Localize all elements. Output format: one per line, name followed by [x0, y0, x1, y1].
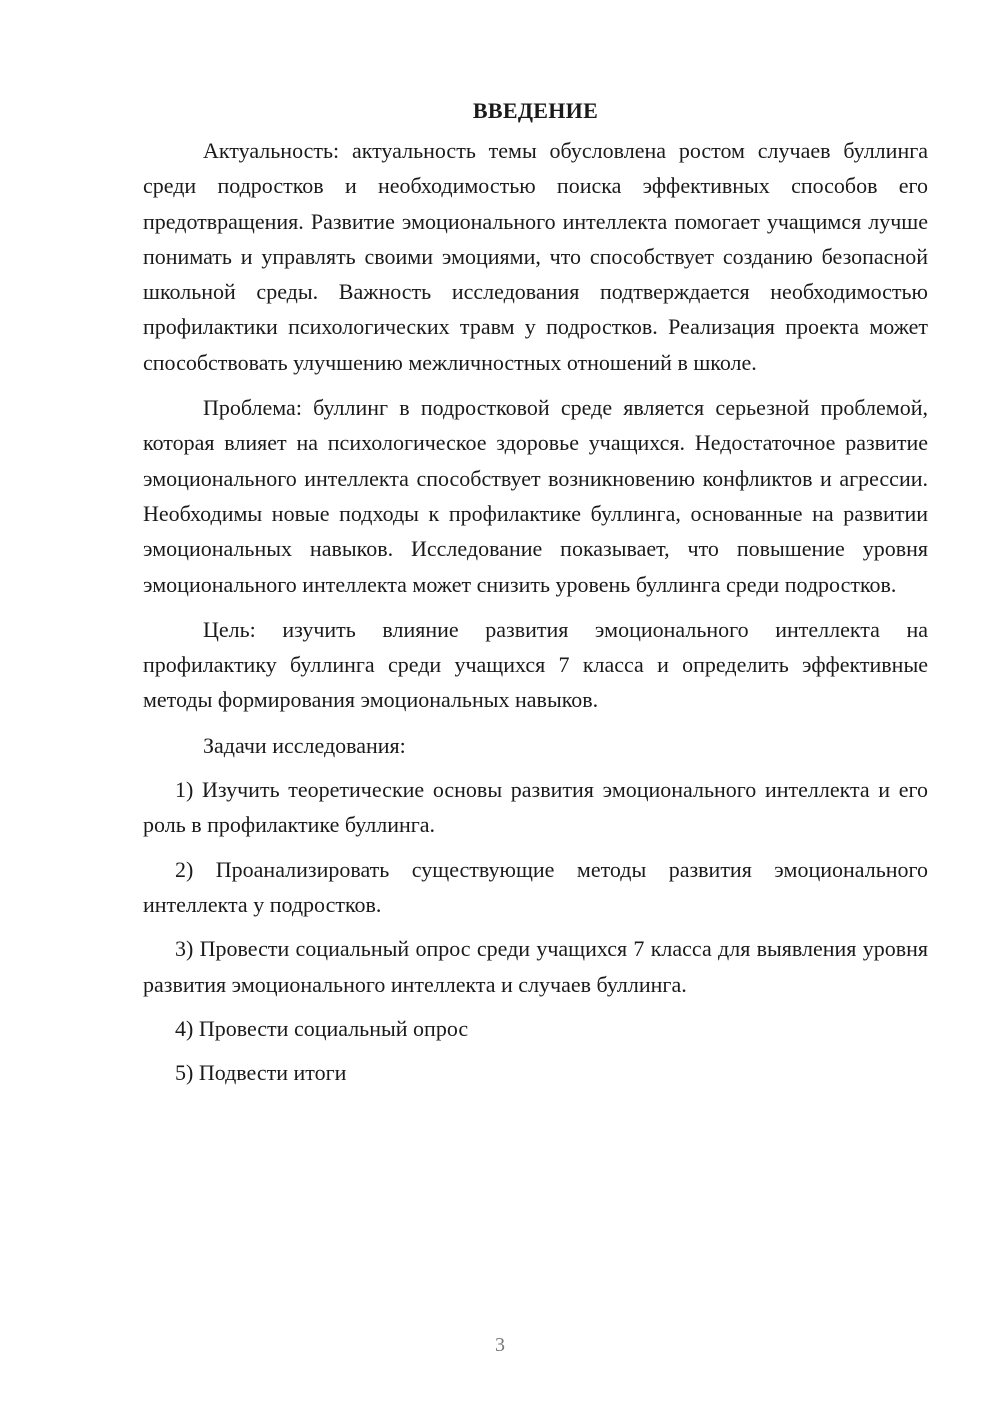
tasks-title: Задачи исследования: [203, 732, 406, 758]
task-item-5: 5) Подвести итоги [175, 1060, 347, 1086]
task-item-1: 1) Изучить теоретические основы развития эмоционального интеллекта и его роль в профилактике буллинга. [143, 777, 928, 838]
section-heading: ВВЕДЕНИЕ [472, 98, 599, 123]
page-number: 3 [495, 1334, 505, 1356]
task-item-2: 2) Проанализировать существующие методы развития эмоционального интеллекта у подростков. [143, 856, 928, 917]
task-item-4: 4) Провести социальный опрос [175, 1015, 469, 1041]
problem-paragraph: Проблема: буллинг в подростковой среде является серьезной проблемой, которая влияет на психологическое здоровье учащихся. Недостаточное развитие эмоционального интеллекта способствует возникновению конфликтов и агрессии. Необходимы новые подходы к профилактике буллинга, основанные на развитии эмоциональных навыков. Исследование показывает, что повышение уровня эмоционального интеллекта может снизить уровень буллинга среди подростков. [143, 395, 928, 597]
relevance-paragraph: Актуальность: актуальность темы обусловлена ростом случаев буллинга среди подростков и необходимостью поиска эффективных способов его предотвращения. Развитие эмоционального интеллекта помогает учащимся лучше понимать и управлять своими эмоциями, что способствует созданию безопасной школьной среды. Важность исследования подтверждается необходимостью профилактики психологических травм у подростков. Реализация проекта может способствовать улучшению межличностных отношений в школе. [143, 138, 928, 375]
task-item-3: 3) Провести социальный опрос среди учащихся 7 класса для выявления уровня развития эмоционального интеллекта и случаев буллинга. [143, 936, 928, 997]
goal-paragraph: Цель: изучить влияние развития эмоционального интеллекта на профилактику буллинга среди учащихся 7 класса и определить эффективные методы формирования эмоциональных навыков. [143, 616, 928, 713]
document-page [143, 93, 928, 1090]
